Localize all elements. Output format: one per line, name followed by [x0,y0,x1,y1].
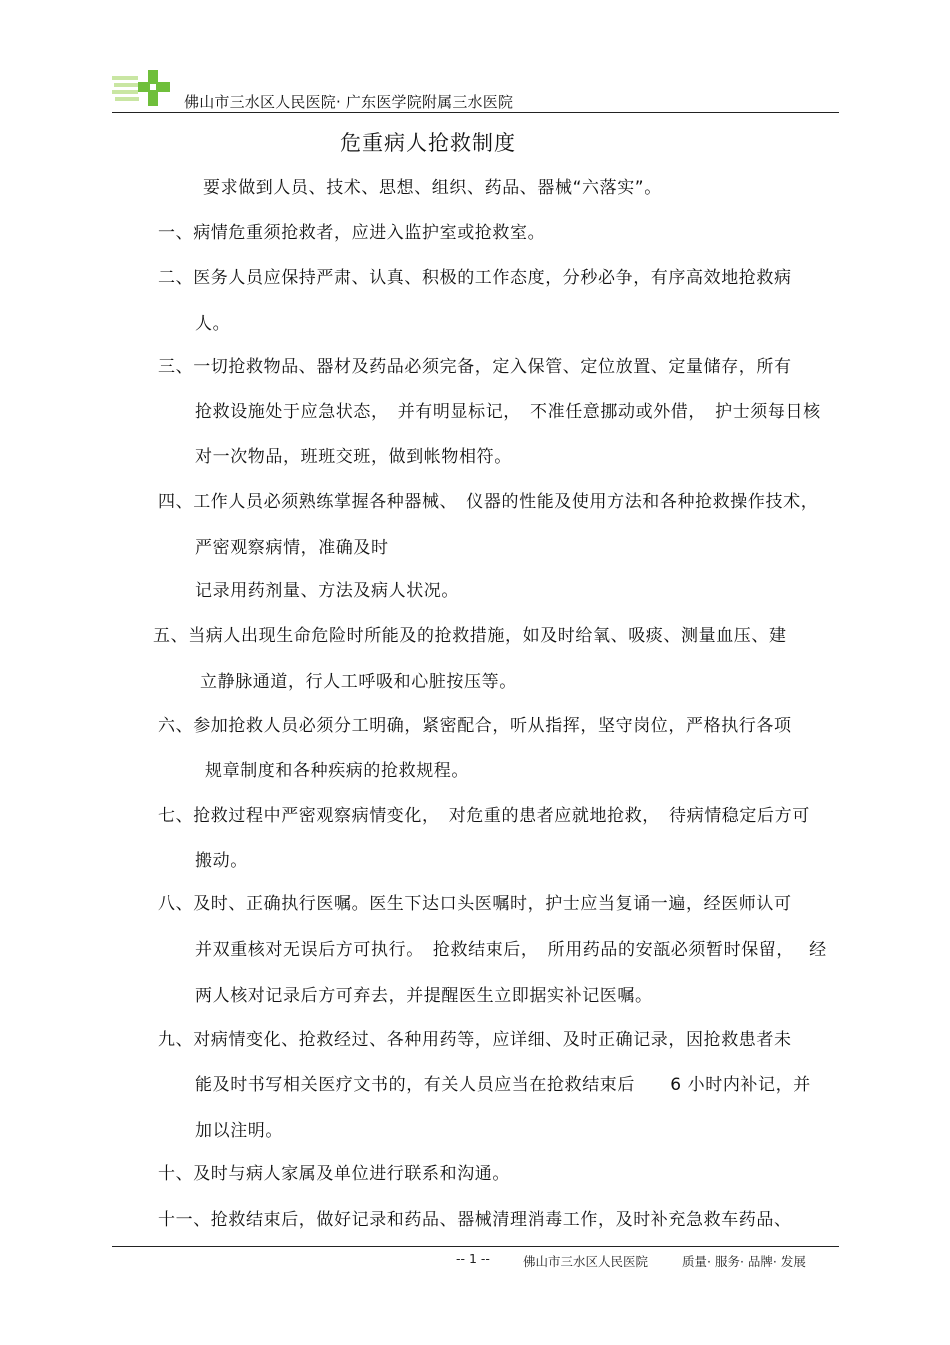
item-1-line-1: 一、病情危重须抢救者，应进入监护室或抢救室。 [158,223,546,243]
item-9-line-1: 九、对病情变化、抢救经过、各种用药等，应详细、及时正确记录，因抢救患者未 [158,1030,792,1050]
document-title: 危重病人抢救制度 [340,131,516,155]
footer-divider [112,1246,839,1247]
item-2-line-2: 人。 [195,314,231,334]
item-4-line-2: 严密观察病情，准确及时 [195,538,389,558]
item-6-line-2: 规章制度和各种疾病的抢救规程。 [205,761,469,781]
item-3-line-3: 对一次物品，班班交班，做到帐物相符。 [195,447,512,467]
item-8-line-2: 并双重核对无误后方可执行。 抢救结束后， 所用药品的安瓿必须暂时保留， 经 [195,940,827,960]
item-8-line-3: 两人核对记录后方可弃去，并提醒医生立即据实补记医嘱。 [195,986,653,1006]
item-9-line-3: 加以注明。 [195,1121,283,1141]
item-5-line-2: 立静脉通道，行人工呼吸和心脏按压等。 [200,672,517,692]
item-3-line-2: 抢救设施处于应急状态， 并有明显标记， 不准任意挪动或外借， 护士须每日核 [195,402,821,422]
header-hospital-name: 佛山市三水区人民医院· 广东医学院附属三水医院 [184,93,514,111]
item-9-line-2: 能及时书写相关医疗文书的，有关人员应当在抢救结束后 6 小时内补记，并 [195,1075,811,1095]
footer-slogan: 质量· 服务· 品牌· 发展 [682,1254,806,1269]
item-7-line-1: 七、抢救过程中严密观察病情变化， 对危重的患者应就地抢救， 待病情稳定后方可 [158,806,810,826]
item-11-line-1: 十一、抢救结束后，做好记录和药品、器械清理消毒工作，及时补充急救车药品、 [158,1210,792,1230]
hospital-logo [112,70,172,106]
item-3-line-1: 三、一切抢救物品、器材及药品必须完备，定入保管、定位放置、定量储存，所有 [158,357,792,377]
item-4-line-3: 记录用药剂量、方法及病人状况。 [195,581,459,601]
footer-page-number: -- 1 -- [456,1251,490,1266]
item-4-line-1: 四、工作人员必须熟练掌握各种器械、 仪器的性能及使用方法和各种抢救操作技术， [158,492,819,512]
item-8-line-1: 八、及时、正确执行医嘱。医生下达口头医嘱时，护士应当复诵一遍，经医师认可 [158,894,792,914]
header-divider [112,112,839,113]
item-5-line-1: 五、当病人出现生命危险时所能及的抢救措施，如及时给氧、吸痰、测量血压、建 [153,626,787,646]
footer-hospital-name: 佛山市三水区人民医院 [523,1254,649,1269]
item-10-line-1: 十、及时与病人家属及单位进行联系和沟通。 [158,1164,510,1184]
item-6-line-1: 六、参加抢救人员必须分工明确，紧密配合，听从指挥，坚守岗位，严格执行各项 [158,716,792,736]
item-2-line-1: 二、医务人员应保持严肃、认真、积极的工作态度，分秒必争，有序高效地抢救病 [158,268,792,288]
intro-line: 要求做到人员、技术、思想、组织、药品、器械“六落实”。 [203,178,662,198]
item-7-line-2: 搬动。 [195,851,248,871]
